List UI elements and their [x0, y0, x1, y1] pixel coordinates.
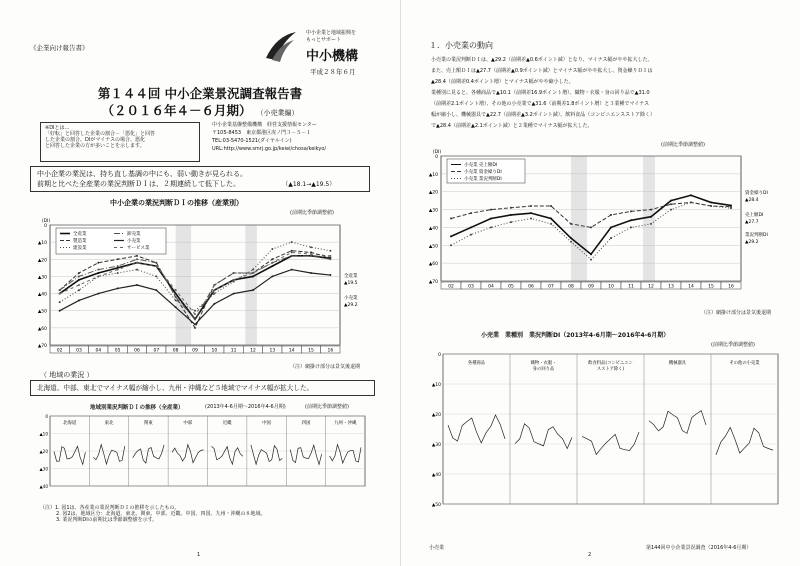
data-point [291, 255, 293, 257]
data-point [510, 221, 512, 223]
data-point [510, 207, 512, 209]
y-tick-label: ▲20 [39, 449, 48, 454]
x-tick-label: 03 [468, 284, 474, 290]
x-tick-label: 09 [588, 284, 594, 290]
x-tick-label: 11 [628, 284, 634, 290]
x-tick-label: 08 [568, 284, 574, 290]
region-series-line [54, 446, 85, 464]
legend-label: サービス業 [127, 246, 150, 251]
y-tick-label: ▲60 [428, 262, 438, 268]
data-point [194, 323, 196, 325]
data-point [78, 289, 80, 291]
series-line [451, 202, 731, 259]
x-tick-label: 06 [134, 348, 140, 354]
note-line: 2. 図2は、地域区分：北海道、東北、関東、中部、近畿、中国、四国、九州・沖縄の８地域。 [56, 511, 266, 517]
data-point [175, 306, 177, 308]
x-tick-label: 08 [172, 348, 179, 354]
chart4-note: (前期比季節調整値) [711, 342, 755, 348]
data-point [310, 272, 312, 274]
data-point [175, 299, 177, 301]
paragraph-line: 業種別に見ると、各種商品で▲10.1（前期差16.9ポイント増）、織物・衣服・身の回り品で▲31.0 [431, 90, 650, 96]
data-point [570, 223, 572, 225]
y-tick-label: ▲40 [37, 292, 47, 298]
page-number: 1 [197, 552, 201, 558]
data-point [530, 218, 532, 220]
data-point [310, 253, 312, 255]
y-tick-label: ▲50 [431, 503, 441, 508]
data-point [233, 293, 235, 295]
data-point [291, 250, 293, 252]
y-tick-label: ▲20 [428, 190, 438, 196]
section-title: １．小売業の動向 [429, 41, 493, 50]
data-point [136, 284, 138, 286]
data-point [271, 248, 273, 250]
report-type-label: 《企業向け報告書》 [30, 44, 89, 52]
data-point [117, 267, 119, 269]
sector-label: スストア除く) [596, 367, 625, 372]
y-tick-label: ▲10 [37, 241, 47, 247]
data-point [310, 246, 312, 248]
data-point [136, 269, 138, 271]
summary-change: （▲18.1→▲19.5） [282, 181, 336, 188]
data-point [213, 303, 215, 305]
sector-label: 機械器具 [668, 361, 687, 366]
chart2-title: 地域別業況判断ＤＩの推移（全産業） [90, 405, 184, 411]
data-point [510, 214, 512, 216]
data-point [610, 226, 612, 228]
data-point [570, 237, 572, 239]
logo-tagline-2: もっとサポート [306, 37, 342, 43]
data-point [97, 275, 99, 277]
data-point [690, 194, 692, 196]
y-tick-label: ▲30 [431, 443, 441, 448]
y-tick-label: ▲40 [39, 484, 48, 489]
paragraph-line: また、売上額ＤＩは▲27.7（前期差▲0.9ポイント減）とマイナス幅がやや拡大し、資金繰りＤＩは [431, 68, 653, 74]
x-tick-label: 06 [528, 284, 534, 290]
legend-label: 卸売業 [127, 232, 141, 237]
x-tick-label: 15 [708, 284, 714, 290]
data-point [136, 262, 138, 264]
data-point [117, 265, 119, 267]
region-series-line [330, 445, 361, 464]
data-point [155, 262, 157, 264]
data-point [490, 226, 492, 228]
org-line: TEL:03-5470-1521(ダイヤルイン) [212, 138, 292, 144]
x-tick-label: 12 [250, 348, 256, 354]
series-line [60, 252, 331, 314]
region-heading: （ 地域の業況 ） [40, 371, 94, 379]
sector-label: 各種商品 [467, 361, 486, 366]
end-label: 業況判断DI [745, 233, 768, 238]
note-line: 3. 業況判断DIの前期比は季節調整値を示す。 [56, 517, 158, 523]
data-point [78, 299, 80, 301]
data-point [329, 258, 331, 260]
data-point [610, 214, 612, 216]
chart1-footnote: （注）網掛け部分は景気後退期 [290, 364, 361, 370]
data-point [630, 219, 632, 221]
retail-di-chart [421, 148, 791, 308]
data-point [194, 327, 196, 329]
x-tick-label: 05 [114, 348, 121, 354]
data-point [252, 272, 254, 274]
region-series-line [290, 445, 321, 464]
y-tick-label: ▲50 [428, 244, 438, 250]
org-line: 〒105-8453 東京都港区虎ノ門３－５－１ [212, 130, 312, 136]
region-label: 東北 [104, 421, 114, 426]
data-point [59, 310, 61, 312]
data-point [252, 275, 254, 277]
data-point [213, 284, 215, 286]
di-note-line: した企業の割合。DIがマイナスの場合、悪化 [45, 137, 146, 143]
chart4-title: 小売業 業種別 業況判断DI（2013年4-6月期～2016年4-6月期） [481, 332, 670, 339]
summary-box [30, 166, 370, 192]
paragraph-line: ▲28.4（前期差0.4ポイント増）とマイナス幅がやや縮小した。 [431, 79, 574, 85]
data-point [59, 293, 61, 295]
data-point [155, 265, 157, 267]
end-label: 資金繰りDI [745, 191, 768, 196]
legend-label: 建設業 [73, 246, 87, 251]
data-point [730, 207, 732, 209]
y-axis-unit: (DI) [432, 150, 442, 155]
region-label: 中部 [183, 421, 193, 426]
data-point [570, 241, 572, 243]
report-title-sub: （小売業編） [256, 109, 299, 117]
data-point [78, 272, 80, 274]
data-point [97, 293, 99, 295]
data-point [213, 289, 215, 291]
org-line: URL:http://www.smrj.go.jp/keiei/chosa/keikyo/ [212, 146, 327, 152]
data-point [252, 289, 254, 291]
series-line [60, 270, 331, 325]
data-point [194, 310, 196, 312]
y-tick-label: ▲20 [37, 258, 47, 264]
region-series-line [172, 445, 203, 463]
page-number: 2 [588, 552, 592, 558]
paragraph-line: 幅が縮小し、機械器具で▲22.7（前期差▲3.2ポイント減）、飲料食品（コンビニエンスストア除く） [431, 112, 655, 118]
data-point [590, 259, 592, 261]
di-note-head: ※DIとは… [45, 125, 70, 131]
y-tick-label: ▲20 [431, 413, 441, 418]
region-label: 関東 [143, 421, 153, 426]
end-value: ▲29.2 [344, 303, 358, 308]
region-series-line [212, 446, 243, 464]
data-point [310, 251, 312, 253]
report-date: 平成２８年６月 [310, 68, 356, 76]
end-value: ▲19.5 [344, 281, 358, 286]
di-note-line: 「好転」と回答した企業の割合－「悪化」と回答 [45, 131, 156, 137]
x-tick-label: 11 [230, 348, 237, 354]
x-tick-label: 10 [211, 348, 218, 354]
data-point [650, 223, 652, 225]
summary-line-1: 中小企業の業況は、持ち直し基調の中にも、弱い動きが見られる。 [37, 170, 247, 178]
data-point [271, 275, 273, 277]
y-tick-label: ▲10 [431, 383, 441, 388]
data-point [175, 293, 177, 295]
chart1-note: (前期比季節調整値) [290, 210, 334, 216]
paragraph-line: （前期差2.1ポイント増）、その他の小売業で▲31.6（前期差1.8ポイント増）と３業種でマイナス [431, 101, 650, 107]
logo-tagline-1: 中小企業と地域振興を [306, 30, 357, 36]
sector-label: 織物・衣服・ [530, 361, 557, 366]
data-point [136, 258, 138, 260]
report-title-line2-wrap [0, 100, 400, 119]
x-tick-label: 02 [448, 284, 454, 290]
logo-swoosh-icon [262, 30, 298, 64]
data-point [670, 203, 672, 205]
data-point [78, 279, 80, 281]
data-point [271, 262, 273, 264]
region-label: 九州・沖縄 [334, 421, 357, 426]
data-point [271, 265, 273, 267]
data-point [213, 293, 215, 295]
region-series-line [251, 445, 282, 464]
end-label: 全産業 [344, 274, 358, 279]
data-point [233, 281, 235, 283]
series-line [60, 251, 331, 328]
report-title-line1: 第１４４回 中小企業景況調査報告書 [97, 86, 303, 101]
data-point [117, 258, 119, 260]
data-point [329, 274, 331, 276]
region-label: 近畿 [222, 421, 232, 426]
region-label: 中国 [262, 421, 272, 426]
x-tick-label: 07 [548, 284, 554, 290]
data-point [450, 235, 452, 237]
recession-shade [245, 225, 257, 345]
region-summary-box: 北海道、中部、東北でマイナス幅が縮小し、九州・沖縄など５地域でマイナス幅が拡大した。 [30, 380, 375, 396]
data-point [329, 257, 331, 259]
data-point [252, 269, 254, 271]
data-point [97, 272, 99, 274]
data-point [710, 201, 712, 203]
data-point [117, 269, 119, 271]
x-tick-label: 13 [269, 348, 276, 354]
report-title-line2: （２０１６年４－６月期） [101, 103, 252, 118]
data-point [670, 200, 672, 202]
data-point [450, 218, 452, 220]
data-point [690, 201, 692, 203]
x-tick-label: 04 [95, 348, 102, 354]
industry-di-chart [30, 215, 380, 365]
end-value: ▲29.2 [745, 240, 759, 245]
chart2-note: (前期比季節調整値) [305, 404, 349, 410]
y-tick-label: ▲30 [39, 466, 48, 472]
y-tick-label: ▲40 [431, 473, 441, 478]
data-point [233, 272, 235, 274]
x-tick-label: 14 [688, 284, 694, 290]
data-point [550, 218, 552, 220]
x-tick-label: 12 [648, 284, 654, 290]
y-tick-label: 0 [45, 414, 48, 419]
org-info [212, 122, 372, 152]
chart2-period: (2013年4-6月期～2016年4-6月期) [205, 404, 286, 410]
data-point [710, 205, 712, 207]
data-point [590, 253, 592, 255]
data-point [530, 205, 532, 207]
sector-label: その他の小売業 [729, 361, 760, 366]
data-point [271, 258, 273, 260]
legend-label: 小売業 売上額DI [464, 163, 498, 168]
data-point [329, 250, 331, 252]
sector-series-line [515, 424, 572, 449]
note-line: （注）1. 図1は、各産業の業況判断ＤＩの推移を示したもの。 [40, 505, 180, 511]
data-point [470, 212, 472, 214]
footer-left: 小売業 [429, 545, 445, 551]
data-point [590, 226, 592, 228]
y-tick-label: 0 [44, 224, 47, 229]
legend-label: 製造業 [73, 239, 87, 244]
end-label: 売上額DI [745, 213, 764, 218]
y-tick-label: ▲50 [37, 309, 47, 315]
data-point [550, 223, 552, 225]
x-tick-label: 03 [76, 348, 82, 354]
legend-label: 小売業 [127, 239, 141, 244]
data-point [630, 210, 632, 212]
legend-label: 全産業 [73, 232, 87, 237]
data-point [470, 226, 472, 228]
data-point [194, 313, 196, 315]
x-tick-label: 13 [668, 284, 674, 290]
x-tick-label: 07 [153, 348, 160, 354]
plot-frame [443, 354, 778, 504]
legend-label: 小売業 業況判断DI [464, 177, 502, 182]
data-point [490, 209, 492, 211]
data-point [155, 275, 157, 277]
x-tick-label: 05 [508, 284, 514, 290]
data-point [59, 289, 61, 291]
recession-shade [571, 156, 587, 281]
x-tick-label: 15 [308, 348, 314, 354]
sector-series-line [448, 415, 505, 443]
data-point [610, 237, 612, 239]
chart3-footnote: （注）網掛け部分は景気後退期 [701, 310, 772, 316]
sector-series-line [716, 427, 773, 454]
region-label: 北海道 [62, 421, 77, 426]
x-tick-label: 02 [56, 348, 63, 354]
di-note-box [40, 122, 200, 162]
y-tick-label: ▲70 [428, 280, 438, 285]
chart3-note: (前期比季節調整値) [661, 142, 705, 148]
data-point [450, 244, 452, 246]
sector-label: 飲食料品(コンビニエン [588, 361, 633, 366]
data-point [470, 234, 472, 236]
y-tick-label: ▲70 [37, 344, 47, 349]
region-label: 四国 [301, 421, 311, 426]
chart1-title: 中小企業の業況判断ＤＩの推移（産業別） [110, 199, 243, 207]
data-point [291, 241, 293, 243]
y-tick-label: 0 [435, 155, 438, 160]
data-point [233, 279, 235, 281]
data-point [175, 296, 177, 298]
data-point [291, 251, 293, 253]
y-tick-label: ▲10 [428, 172, 438, 178]
end-value: ▲28.4 [745, 198, 759, 203]
data-point [650, 216, 652, 218]
section-paragraph [431, 55, 786, 132]
notes [40, 505, 370, 523]
data-point [155, 289, 157, 291]
paragraph-line: 小売業の業況判断ＤＩは、▲29.2（前期差▲0.6ポイント減）となり、マイナス幅がやや拡大した。 [431, 57, 653, 63]
x-tick-label: 09 [192, 348, 198, 354]
org-line: 中小企業基盤整備機構 経営支援情報センター [212, 122, 317, 128]
sector-series-line [582, 432, 639, 454]
x-tick-label: 14 [288, 348, 295, 354]
data-point [78, 284, 80, 286]
data-point [117, 287, 119, 289]
legend-label: 小売業 資金繰りDI [464, 170, 502, 175]
report-page-2 [400, 0, 800, 566]
y-tick-label: ▲40 [428, 226, 438, 232]
region-series-line [133, 445, 164, 463]
y-tick-label: 0 [438, 353, 441, 358]
end-value: ▲27.7 [745, 220, 759, 225]
x-tick-label: 16 [728, 284, 734, 290]
data-point [59, 301, 61, 303]
data-point [117, 272, 119, 274]
data-point [310, 255, 312, 257]
data-point [670, 209, 672, 211]
y-tick-label: ▲30 [428, 208, 438, 214]
regional-di-chart [30, 410, 375, 500]
sector-label: 身の回り品 [532, 367, 555, 372]
data-point [175, 289, 177, 291]
data-point [530, 212, 532, 214]
logo-name: 中小機構 [306, 49, 359, 64]
logo [262, 28, 382, 64]
end-label: 小売業 [344, 296, 358, 301]
y-tick-label: ▲10 [39, 431, 48, 437]
footer-right: 第144回中小企業景況調査（2016年4-6月期） [646, 545, 752, 551]
data-point [136, 255, 138, 257]
data-point [78, 275, 80, 277]
data-point [194, 318, 196, 320]
region-series-line [93, 445, 124, 464]
y-axis-unit: (DI) [41, 219, 51, 224]
di-note-line: と回答した企業の方が多いことを示します。 [45, 143, 145, 149]
retail-sector-di-chart [421, 348, 791, 533]
recession-shade [176, 225, 191, 345]
summary-line-2: 前期と比べた全産業の業況判断ＤＩは、２期連続して低下した。 [37, 180, 240, 188]
data-point [97, 269, 99, 271]
data-point [329, 255, 331, 257]
y-tick-label: ▲30 [37, 275, 47, 281]
y-tick-label: ▲60 [37, 326, 47, 332]
data-point [550, 205, 552, 207]
data-point [291, 269, 293, 271]
data-point [97, 262, 99, 264]
paragraph-line: で▲28.4（前期差▲2.1ポイント減）と２業種でマイナス幅が拡大した。 [431, 123, 593, 129]
x-tick-label: 16 [327, 348, 334, 354]
data-point [650, 209, 652, 211]
x-tick-label: 04 [488, 284, 494, 290]
data-point [630, 226, 632, 228]
series-line [451, 202, 731, 227]
data-point [490, 218, 492, 220]
x-tick-label: 10 [608, 284, 614, 290]
